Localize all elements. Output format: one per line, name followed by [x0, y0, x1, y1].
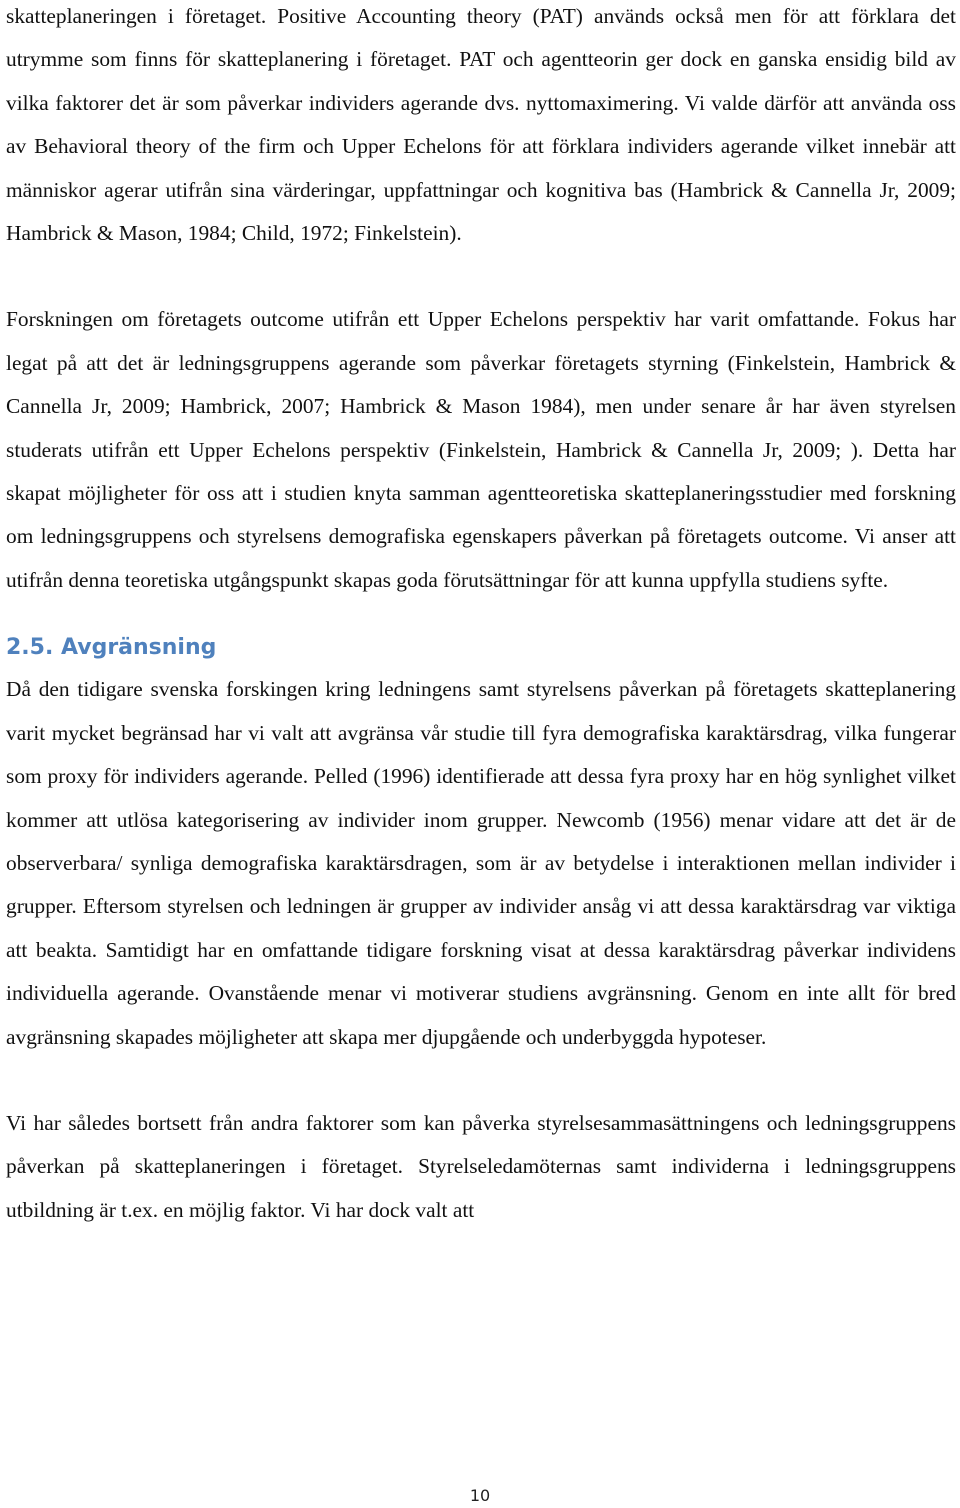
- paragraph-spacer: [6, 1059, 956, 1102]
- paragraph-upper-echelons-research: Forskningen om företagets outcome utifrån ett Upper Echelons perspektiv har varit omfattande. Fokus har legat på att det är ledningsgruppens agerande som påverkar företagets styrning (Finkelstein, Hambrick & Cannella Jr, 2009; Hambrick, 2007; Hambrick & Mason 1984), men under senare år har även styrelsen studerats utifrån ett Upper Echelons perspektiv (Finkelstein, Hambrick & Cannella Jr, 2009; ). Detta har skapat möjligheter för oss att i studien knyta samman agentteoretiska skatteplaneringsstudier med forskning om ledningsgruppens och styrelsens demografiska egenskapers påverkan på företagets outcome. Vi anser att utifrån denna teoretiska utgångspunkt skapas goda förutsättningar för att kunna uppfylla studiens syfte.: [6, 307, 956, 592]
- paragraph-avgransning-motivation: Då den tidigare svenska forskingen kring ledningens samt styrelsens påverkan på företagets skatteplanering varit mycket begränsad har vi valt att avgränsa vår studie till fyra demografiska karaktärsdrag, vilka fungerar som proxy för individers agerande. Pelled (1996) identifierade att dessa fyra proxy har en hög synlighet vilket kommer att utlösa kategorisering av individer inom grupper. Newcomb (1956) menar vidare att det är de observerbara/ synliga demografiska karaktärsdragen, som är av betydelse i interaktionen mellan individer i grupper. Eftersom styrelsen och ledningen är grupper av individer ansåg vi att dessa karaktärsdrag var viktiga att beakta. Samtidigt har en omfattande tidigare forskning visat at dessa karaktärsdrag påverkar individens individuella agerande. Ovanstående menar vi motiverar studiens avgränsning. Genom en inte allt för bred avgränsning skapades möjligheter att skapa mer djupgående och underbyggda hypoteser.: [6, 677, 956, 1049]
- paragraph-excluded-factors: Vi har således bortsett från andra faktorer som kan påverka styrelsesammasättningens och ledningsgruppens påverkan på skatteplaneringen i företaget. Styrelseledamöternas samt individerna i ledningsgruppens utbildning är t.ex. en möjlig faktor. Vi har dock valt att: [6, 1110, 956, 1222]
- paragraph-theory-summary: skatteplaneringen i företaget. Positive Accounting theory (PAT) används också men för att förklara det utrymme som finns för skatteplanering i företaget. PAT och agentteorin ger dock en ganska ensidig bild av vilka faktorer det är som påverkar individers agerande dvs. nyttomaximering. Vi valde därför att använda oss av Behavioral theory of the firm och Upper Echelons för att förklara individers agerande vilket innebär att människor agerar utifrån sina värderingar, uppfattningar och kognitiva bas (Hambrick & Cannella Jr, 2009; Hambrick & Mason, 1984; Child, 1972; Finkelstein).: [6, 4, 956, 246]
- section-heading-avgransning: 2.5. Avgränsning: [6, 635, 217, 661]
- paragraph-spacer: [6, 255, 956, 298]
- page-number: 10: [469, 1486, 491, 1505]
- document-page: [6, 0, 956, 1232]
